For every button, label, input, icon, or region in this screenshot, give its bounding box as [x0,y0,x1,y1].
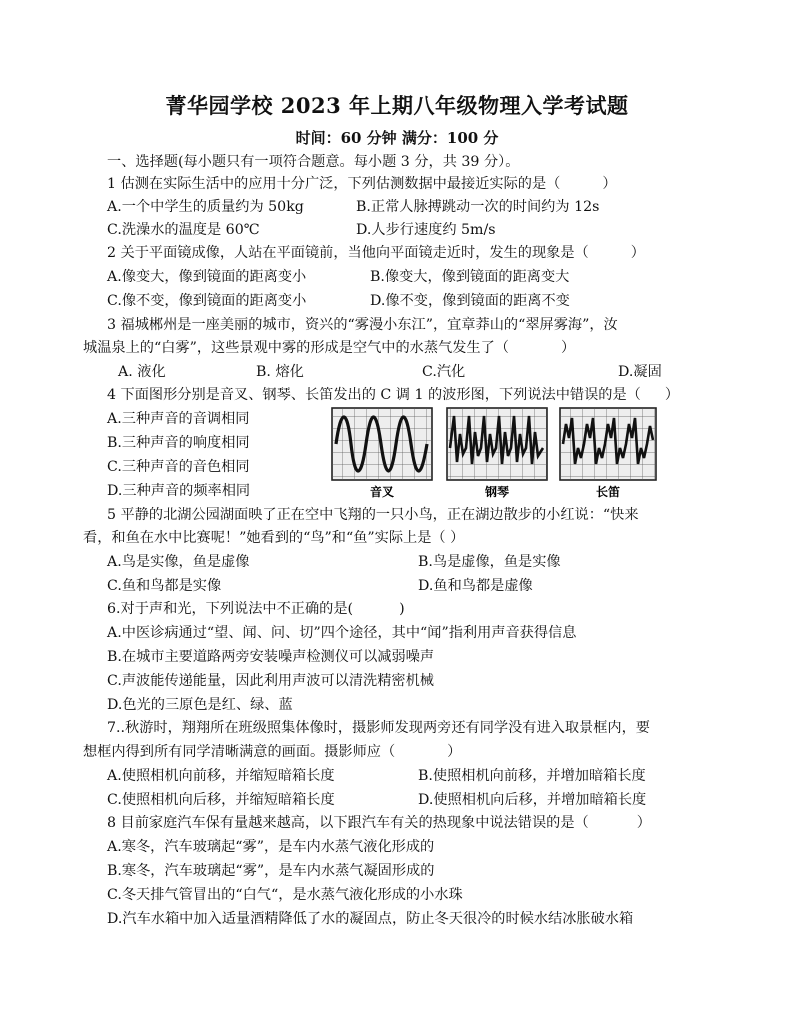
piano-label: 钢琴 [484,485,510,499]
section-heading: 一、选择题(每小题只有一项符合题意。每小题 3 分，共 39 分）。 [107,154,520,170]
q3-paren-close: ） [560,340,576,356]
q8-paren-close: ） [636,815,651,831]
q6-option-c: C.声波能传递能量，因此利用声波可以清洗精密机械 [107,673,434,689]
page-title: 菁华园学校 2023 年上期八年级物理入学考试题 [165,93,629,118]
q3-option-c: C.汽化 [422,364,466,380]
q4-option-a: A.三种声音的音调相同 [107,411,250,427]
q8-stem-text: 8 目前家庭汽车保有量越来越高，以下跟汽车有关的热现象中说法错误的是（ [107,815,589,831]
q5-option-a: A.鸟是实像，鱼是虚像 [107,554,250,570]
q5-option-b: B.鸟是虚像，鱼是实像 [418,554,561,570]
flute-label: 长笛 [595,485,621,499]
q3-option-d: D.凝固 [618,364,662,380]
q6-stem-text: 6.对于声和光，下列说法中不正确的是( [107,601,354,617]
tuning-fork-label: 音叉 [369,485,395,499]
q4-option-d: D.三种声音的频率相同 [107,483,251,499]
q3-option-a: A. 液化 [118,364,166,380]
q4-paren-close: ） [664,387,680,403]
q7-option-d: D.使照相机向后移，并增加暗箱长度 [418,792,647,808]
q7-option-a: A.使照相机向前移，并缩短暗箱长度 [107,768,335,784]
waveform-figure [330,404,660,500]
q7-stem-line1: 7..秋游时，翔翔所在班级照集体像时，摄影师发现两旁还有同学没有进入取景框内，要 [107,720,650,736]
q2-option-a: A.像变大，像到镜面的距离变小 [107,269,307,285]
q3-option-b: B. 熔化 [256,364,304,380]
q6-option-b: B.在城市主要道路两旁安装噪声检测仪可以减弱噪声 [107,649,435,665]
q1-option-a: A.一个中学生的质量约为 50kg [107,199,304,215]
q8-option-a: A.寒冬，汽车玻璃起“雾”，是车内水蒸气液化形成的 [107,839,435,855]
q1-paren-close: ） [602,176,617,192]
q3-stem-line1: 3 福城郴州是一座美丽的城市，资兴的“雾漫小东江”，宜章莽山的“翠屏雾海”，汝 [107,317,618,333]
q7-option-b: B.使照相机向前移，并增加暗箱长度 [418,768,646,784]
q1-option-d: D.人步行速度约 5m/s [356,222,496,238]
q1-stem [107,175,617,193]
q7-paren-close: ） [447,744,462,760]
q7-stem-text: 想框内得到所有同学清晰满意的画面。摄影师应（ [83,744,396,760]
q2-stem-text: 2 关于平面镜成像，人站在平面镜前，当他向平面镜走近时，发生的现象是（ [107,245,589,261]
q6-option-d: D.色光的三原色是红、绿、蓝 [107,697,293,713]
q4-stem [107,386,679,404]
piano-waveform-panel [447,408,547,480]
q3-stem-text: 城温泉上的“白雾”，这些景观中雾的形成是空气中的水蒸气发生了（ [83,340,509,356]
q2-option-c: C.像不变，像到镜面的距离变小 [107,293,307,309]
tuning-fork-waveform-panel [332,408,432,480]
q5-option-c: C.鱼和鸟都是实像 [107,578,222,594]
q3-stem-line2 [83,339,575,357]
q1-option-c: C.洗澡水的温度是 60℃ [107,222,260,238]
q6-paren-close: ) [399,601,405,617]
q5-stem-line2: 看，和鱼在水中比赛呢！”她看到的“鸟”和“鱼”实际上是（ ） [83,530,465,546]
q2-option-b: B.像变大，像到镜面的距离变大 [370,269,570,285]
q6-option-a: A.中医诊病通过“望、闻、问、切”四个途径，其中“闻”指利用声音获得信息 [107,625,577,641]
q6-stem [107,600,405,618]
q2-paren-close: ） [630,245,645,261]
q8-stem [107,814,651,832]
q8-option-b: B.寒冬，汽车玻璃起“雾”，是车内水蒸气凝固形成的 [107,863,435,879]
exam-time-score: 时间：60 分钟 满分：100 分 [295,129,499,147]
q5-option-d: D.鱼和鸟都是虚像 [418,578,533,594]
q4-option-c: C.三种声音的音色相同 [107,459,250,475]
q1-stem-text: 1 估测在实际生活中的应用十分广泛，下列估测数据中最接近实际的是（ [107,176,561,192]
flute-waveform-panel [560,408,656,480]
q4-option-b: B.三种声音的响度相同 [107,435,250,451]
q1-option-b: B.正常人脉搏跳动一次的时间约为 12s [356,199,600,215]
q8-option-c: C.冬天排气管冒出的“白气“，是水蒸气液化形成的小水珠 [107,887,463,903]
q2-stem [107,244,645,262]
q7-option-c: C.使照相机向后移，并缩短暗箱长度 [107,792,335,808]
q7-stem-line2 [83,743,461,761]
q4-stem-text: 4 下面图形分别是音叉、钢琴、长笛发出的 C 调 1 的波形图，下列说法中错误的是（ [107,387,641,403]
q2-option-d: D.像不变，像到镜面的距离不变 [370,293,570,309]
q8-option-d: D.汽车水箱中加入适量酒精降低了水的凝固点，防止冬天很冷的时候水结冰胀破水箱 [107,911,634,927]
q5-stem-line1: 5 平静的北湖公园湖面映了正在空中飞翔的一只小鸟，正在湖边散步的小红说：“快来 [107,507,639,523]
